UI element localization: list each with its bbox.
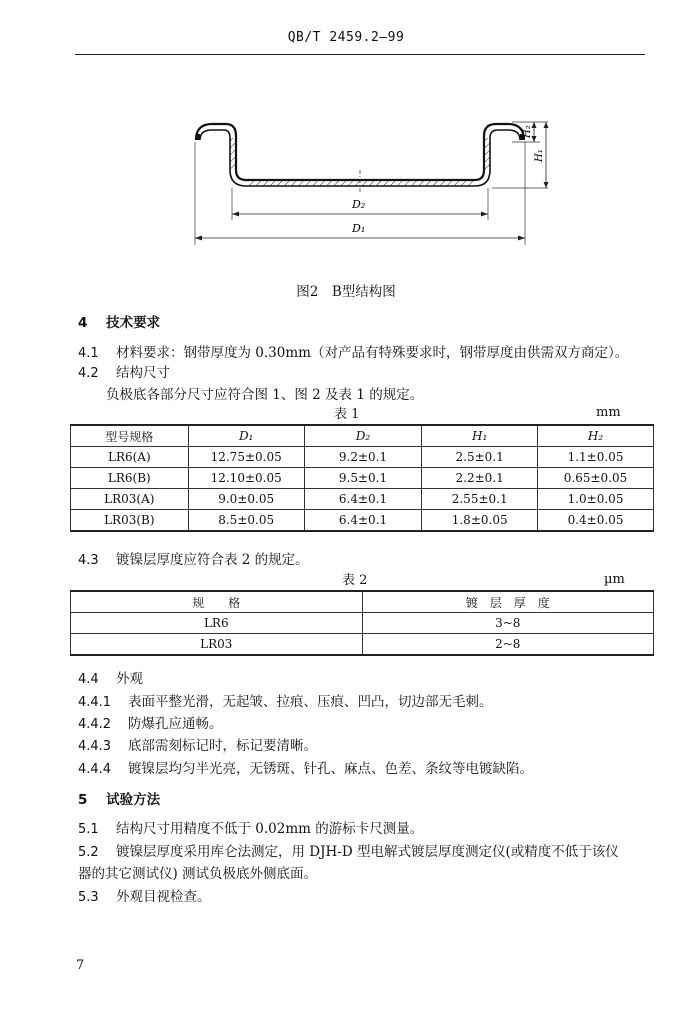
clause-4-4: [78, 667, 143, 687]
table-cell: LR03(B): [71, 510, 189, 532]
clause-5-1-number: 5.1: [78, 822, 99, 837]
header-rule: [75, 54, 645, 55]
table-1-header-row: [71, 425, 654, 447]
clause-4-4-4-number: 4.4.4: [78, 762, 112, 777]
clause-5-3: [78, 885, 211, 905]
table-cell: 9.5±0.1: [304, 468, 422, 489]
table-row: [71, 613, 654, 634]
table-cell: 1.0±0.05: [538, 489, 654, 510]
table-2-header-thickness: 镀 层 厚 度: [362, 591, 653, 613]
table-2-header-row: [71, 591, 654, 613]
clause-4-4-1-number: 4.4.1: [78, 695, 112, 710]
table-1-header-model: 型号规格: [71, 425, 189, 447]
table-1-header-d1: D₁: [188, 425, 304, 447]
dim-d1-label: D₁: [352, 222, 366, 235]
table-cell: 0.65±0.05: [538, 468, 654, 489]
table-cell: 9.2±0.1: [304, 447, 422, 468]
table-1-header-d2: D₂: [304, 425, 422, 447]
clause-4-2-text: 结构尺寸: [116, 365, 170, 381]
table-cell: 6.4±0.1: [304, 510, 422, 532]
clause-4-3: [78, 548, 309, 568]
page-number: 7: [76, 958, 85, 973]
table-cell: 2.5±0.1: [422, 447, 538, 468]
table-row: [71, 489, 654, 510]
clause-5-1: [78, 817, 423, 837]
clause-5-3-text: 外观目视检查。: [116, 889, 211, 905]
table-cell: 2~8: [362, 634, 653, 656]
clause-4-4-3: [78, 734, 317, 754]
table-2-title: 表 2: [342, 573, 368, 588]
clause-4-1-text: 材料要求：钢带厚度为 0.30mm（对产品有特殊要求时，钢带厚度由供需双方商定）。: [116, 345, 629, 361]
table-1: [70, 424, 654, 532]
section-5-number: 5: [78, 792, 88, 808]
section-4-title: 技术要求: [106, 315, 161, 331]
table-1-title: 表 1: [334, 407, 360, 422]
table-cell: 2.55±0.1: [422, 489, 538, 510]
table-cell: LR6(B): [71, 468, 189, 489]
dim-d2-label: D₂: [352, 198, 366, 211]
table-1-unit: mm: [596, 405, 621, 420]
table-1-header-h2: H₂: [538, 425, 654, 447]
table-cell: LR03: [71, 634, 363, 656]
clause-4-1: [78, 341, 628, 361]
clause-4-4-1: [78, 690, 493, 710]
clause-4-4-2-number: 4.4.2: [78, 717, 112, 732]
clause-4-4-3-number: 4.4.3: [78, 739, 112, 754]
clause-4-4-4-text: 镀镍层均匀半光亮，无锈斑、针孔、麻点、色差、条纹等电镀缺陷。: [128, 761, 533, 777]
page-header: QB/T 2459.2—99: [287, 30, 405, 45]
clause-4-4-2-text: 防爆孔应通畅。: [128, 716, 223, 732]
table-cell: 1.8±0.05: [422, 510, 538, 532]
table-cell: LR03(A): [71, 489, 189, 510]
clause-4-4-text: 外观: [116, 671, 143, 687]
figure-caption: 图2 B型结构图: [296, 284, 396, 300]
bottom-hatch: [246, 180, 475, 186]
clause-4-4-number: 4.4: [78, 672, 99, 687]
table-cell: 6.4±0.1: [304, 489, 422, 510]
clause-5-2: [78, 840, 619, 860]
figure-b-type-structure: [190, 110, 550, 250]
table-1-header-h1: H₁: [422, 425, 538, 447]
table-row: [71, 447, 654, 468]
clause-5-2-text: 镀镍层厚度采用库仑法测定，用 DJH-D 型电解式镀层厚度测定仪(或精度不低于该仪: [116, 844, 619, 860]
clause-5-2-number: 5.2: [78, 845, 99, 860]
clause-4-1-number: 4.1: [78, 346, 99, 361]
right-curl: [475, 124, 524, 186]
clause-4-3-text: 镀镍层厚度应符合表 2 的规定。: [116, 552, 309, 568]
table-2-unit: µm: [604, 572, 625, 587]
clause-4-2-body: 负极底各部分尺寸应符合图 1、图 2 及表 1 的规定。: [106, 387, 424, 403]
clause-4-2-number: 4.2: [78, 366, 99, 381]
table-cell: LR6(A): [71, 447, 189, 468]
clause-5-1-text: 结构尺寸用精度不低于 0.02mm 的游标卡尺测量。: [116, 821, 424, 837]
table-row: [71, 468, 654, 489]
table-row: [71, 510, 654, 532]
clause-4-4-4: [78, 757, 533, 777]
clause-4-3-number: 4.3: [78, 553, 99, 568]
section-5-title: 试验方法: [106, 792, 161, 808]
table-2: [70, 590, 654, 656]
section-4-number: 4: [78, 315, 88, 331]
table-row: [71, 634, 654, 656]
table-cell: 12.10±0.05: [188, 468, 304, 489]
section-4-heading: [78, 311, 160, 331]
clause-4-2: [78, 361, 170, 381]
dim-h2-label: H₂: [522, 125, 533, 138]
table-cell: 2.2±0.1: [422, 468, 538, 489]
section-5-heading: [78, 788, 160, 808]
table-cell: 8.5±0.05: [188, 510, 304, 532]
table-cell: 12.75±0.05: [188, 447, 304, 468]
clause-5-3-number: 5.3: [78, 890, 99, 905]
table-cell: 9.0±0.05: [188, 489, 304, 510]
clause-4-4-1-text: 表面平整光滑，无起皱、拉痕、压痕、凹凸，切边部无毛刺。: [128, 694, 493, 710]
table-cell: LR6: [71, 613, 363, 634]
dim-h1-label: H₁: [534, 149, 545, 162]
table-cell: 0.4±0.05: [538, 510, 654, 532]
left-curl: [196, 124, 475, 186]
clause-4-4-2: [78, 712, 223, 732]
table-2-header-spec: 规 格: [71, 591, 363, 613]
clause-4-4-3-text: 底部需刻标记时，标记要清晰。: [128, 738, 317, 754]
clause-5-2-continued: 器的其它测试仪) 测试负极底外侧底面。: [78, 866, 318, 882]
table-cell: 3~8: [362, 613, 653, 634]
table-cell: 1.1±0.05: [538, 447, 654, 468]
